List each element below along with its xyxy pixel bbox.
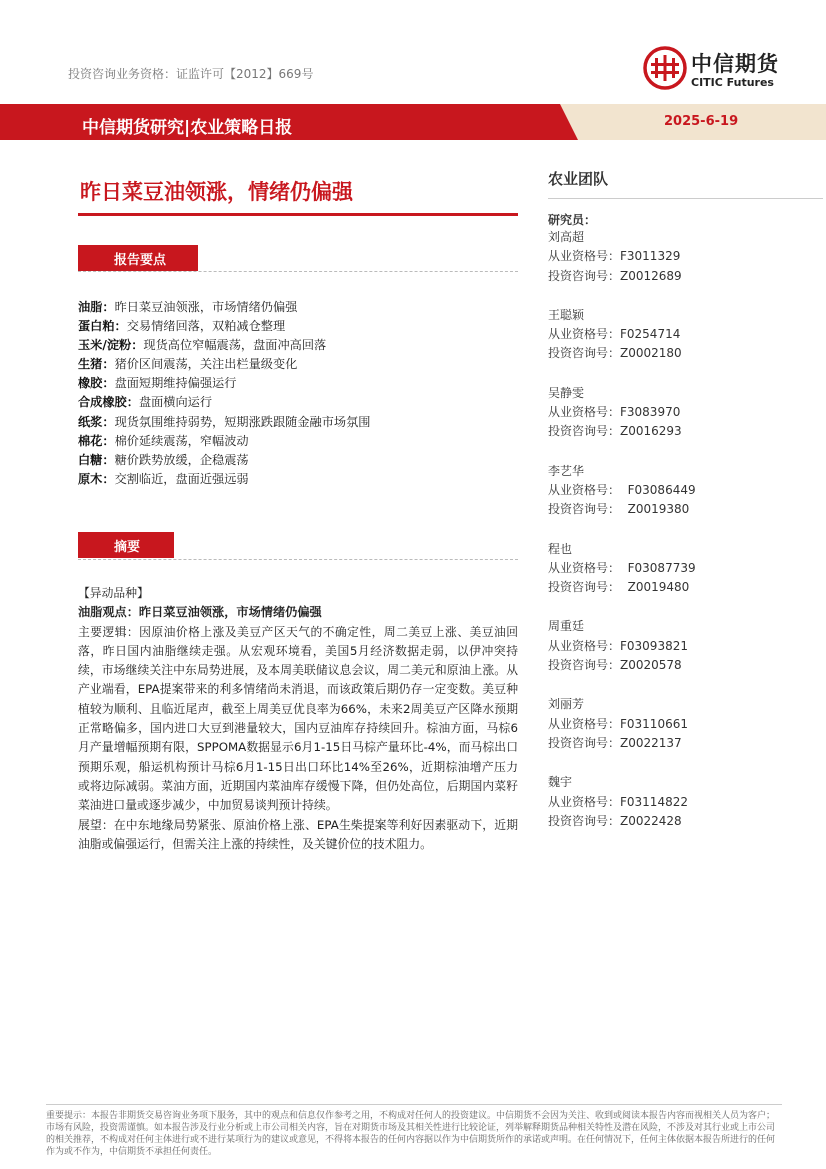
summary-tag-label: 摘要 [114, 540, 141, 555]
key-point-item: 生猪：猪价区间震荡，关注出栏量级变化 [78, 357, 298, 372]
citic-logo-icon [643, 46, 687, 90]
citic-logo [643, 46, 808, 92]
team-member [548, 228, 808, 286]
footer-divider [46, 1104, 782, 1105]
member-qualification: 从业资格号：F3011329 [548, 249, 681, 264]
member-consult-id: 投资咨询号：Z0016293 [548, 424, 682, 439]
summary-tag [78, 532, 174, 558]
member-qualification: 从业资格号： F03087739 [548, 560, 696, 575]
researcher-label: 研究员： [548, 213, 597, 227]
license-text: 投资咨询业务资格：证监许可【2012】669号 [68, 67, 314, 81]
team-member [548, 306, 808, 364]
disclaimer-text: 重要提示：本报告非期货交易咨询业务项下服务，其中的观点和信息仅作参考之用，不构成对任何人的投资建议。中信期货不会因为关注、收到或阅读本报告内容而视相关人员为客户；市场有风险，投资需谨慎。如本报告涉及行业分析或上市公司相关内容，旨在对期货市场及其相关性进行比较论证，列举解释期货品种相关特性及潜在风险，不涉及对其行业或上市公司的相关推荐，不构成对任何主体进行或不进行某项行为的建议或意见，不得将本报告的任何内容据以作为中信期货所作的承诺或声明。在任何情况下，任何主体依据本报告所进行的任何作为或不作为，中信期货不承担任何责任。 [46, 1111, 776, 1157]
summary-divider [78, 559, 518, 560]
member-qualification: 从业资格号：F03093821 [548, 638, 688, 653]
report-headline: 昨日菜豆油领涨，情绪仍偏强 [80, 180, 353, 204]
key-point-item: 原木：交割临近，盘面近强远弱 [78, 471, 249, 486]
logo-name-en: CITIC Futures [691, 76, 774, 89]
member-consult-id: 投资咨询号：Z0020578 [548, 658, 682, 673]
summary-category: 【异动品种】 [78, 586, 149, 600]
logo-name-cn: 中信期货 [691, 52, 779, 76]
key-point-item: 玉米/淀粉：现货高位窄幅震荡，盘面冲高回落 [78, 338, 327, 353]
member-consult-id: 投资咨询号： Z0019480 [548, 580, 690, 595]
team-member [548, 462, 808, 520]
member-name: 程也 [548, 541, 573, 556]
key-point-item: 橡胶：盘面短期维持偏强运行 [78, 376, 237, 391]
team-member [548, 695, 808, 753]
member-consult-id: 投资咨询号：Z0022428 [548, 813, 682, 828]
member-qualification: 从业资格号：F03110661 [548, 716, 688, 731]
summary-view: 油脂观点：昨日菜豆油领涨，市场情绪仍偏强 [78, 605, 322, 620]
member-name: 李艺华 [548, 463, 585, 478]
summary-logic: 主要逻辑：因原油价格上涨及美豆产区天气的不确定性，周二美豆上涨、美豆油回落，昨日国内油脂继续走强。从宏观环境看，美国5月经济数据走弱，以伊冲突持续，市场继续关注中东局势进展，及本周美联储议息会议，周二美元和原油上涨。从产业端看，EPA提案带来的利多情绪尚未消退，而该政策后期仍存一定变数。美豆种植较为顺利、且临近尾声，截至上周美豆优良率为66%，未来2周美豆产区降水预期正常略偏多，国内进口大豆到港量较大，国内豆油库存持续回升。棕油方面，马棕6月产量增幅预期有限，SPPOMA数据显示6月1-15日马棕产量环比-4%，而马棕出口预期乐观，船运机构预计马棕6月1-15日出口环比14%至26%，近期棕油增产压力或将边际减弱。菜油方面，近期国内菜油库存缓慢下降，但仍处高位，后期国内菜籽菜油进口量或逐步减少，中加贸易谈判预计持续。 [78, 624, 518, 813]
key-points-list [78, 298, 518, 489]
member-consult-id: 投资咨询号：Z0022137 [548, 735, 682, 750]
report-series-title: 中信期货研究|农业策略日报 [82, 118, 293, 138]
member-name: 吴静雯 [548, 385, 585, 400]
member-name: 刘丽芳 [548, 697, 585, 712]
key-point-item: 油脂：昨日菜豆油领涨，市场情绪仍偏强 [78, 300, 298, 314]
team-divider [548, 198, 823, 199]
summary-body [78, 584, 518, 854]
member-name: 刘高超 [548, 230, 585, 244]
member-qualification: 从业资格号：F03114822 [548, 794, 688, 809]
key-points-divider [78, 271, 518, 272]
member-qualification: 从业资格号：F3083970 [548, 405, 681, 420]
member-name: 王聪颖 [548, 307, 585, 322]
member-consult-id: 投资咨询号： Z0019380 [548, 502, 690, 517]
member-qualification: 从业资格号： F03086449 [548, 482, 696, 497]
key-point-item: 合成橡胶：盘面横向运行 [78, 395, 213, 410]
member-qualification: 从业资格号：F0254714 [548, 327, 681, 342]
team-member [548, 773, 808, 831]
team-member [548, 617, 808, 675]
team-member [548, 384, 808, 442]
headline-divider [78, 213, 518, 216]
key-points-tag-label: 报告要点 [114, 253, 167, 268]
member-name: 周重廷 [548, 619, 585, 634]
key-point-item: 纸浆：现货氛围维持弱势，短期涨跌跟随金融市场氛围 [78, 414, 371, 429]
member-consult-id: 投资咨询号：Z0002180 [548, 346, 682, 361]
team-title: 农业团队 [548, 170, 609, 188]
team-sidebar [548, 168, 808, 831]
key-point-item: 白糖：糖价跌势放缓，企稳震荡 [78, 452, 249, 467]
key-point-item: 蛋白粕：交易情绪回落，双粕减仓整理 [78, 319, 286, 334]
key-points-tag [78, 245, 198, 271]
member-consult-id: 投资咨询号：Z0012689 [548, 268, 682, 283]
summary-outlook: 展望：在中东地缘局势紧张、原油价格上涨、EPA生柴提案等利好因素驱动下，近期油脂或偏强运行，但需关注上涨的持续性，及关键价位的技术阻力。 [78, 817, 518, 851]
report-date: 2025-6-19 [664, 114, 739, 129]
team-member [548, 540, 808, 598]
member-name: 魏宇 [548, 775, 573, 790]
key-point-item: 棉花：棉价延续震荡，窄幅波动 [78, 433, 249, 448]
